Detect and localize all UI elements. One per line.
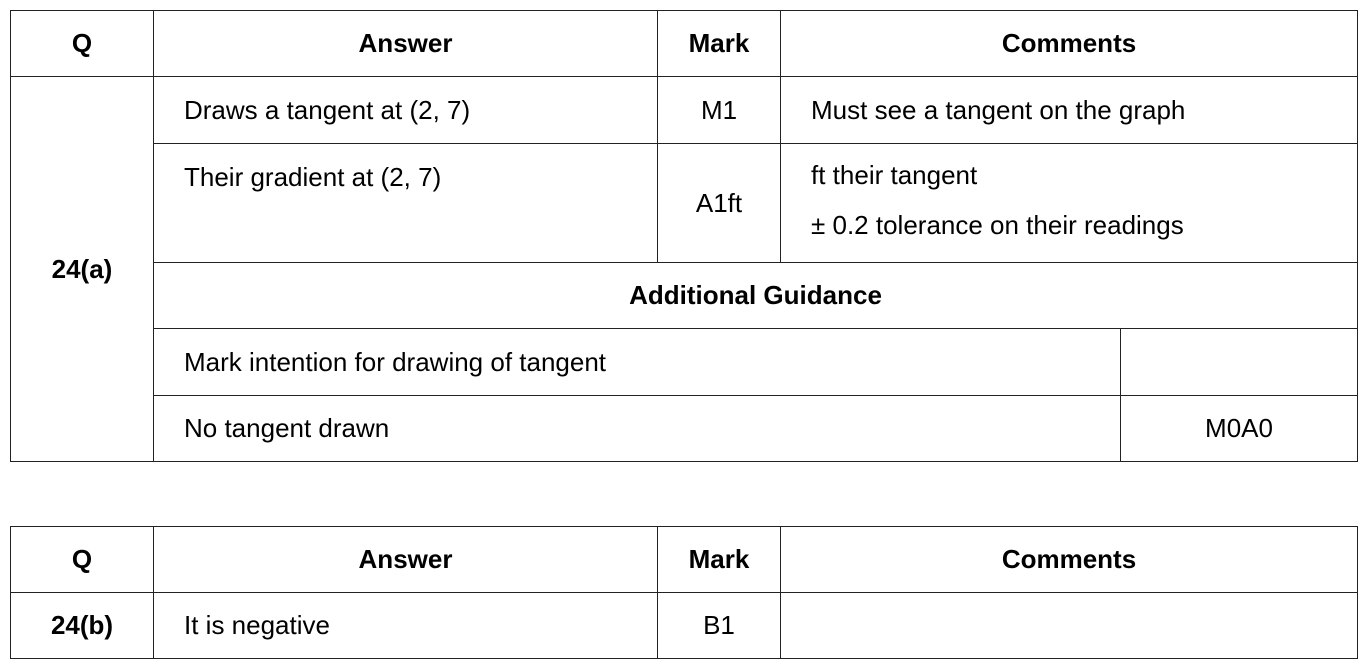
comments-cell	[781, 593, 1358, 659]
mark-scheme-table-24b	[10, 526, 1358, 659]
table-row	[11, 77, 1358, 144]
header-row	[11, 527, 1358, 593]
guidance-row	[11, 396, 1358, 462]
comment-line: ft their tangent	[811, 160, 978, 190]
header-mark: Mark	[658, 11, 781, 77]
guidance-mark: M0A0	[1121, 396, 1358, 462]
comment-line: ± 0.2 tolerance on their readings	[811, 210, 1184, 240]
mark-cell: M1	[658, 77, 781, 144]
header-mark: Mark	[658, 527, 781, 593]
header-comments: Comments	[781, 527, 1358, 593]
question-number: 24(a)	[11, 77, 154, 462]
answer-cell: Draws a tangent at (2, 7)	[154, 77, 658, 144]
header-q: Q	[11, 11, 154, 77]
header-comments: Comments	[781, 11, 1358, 77]
comments-cell	[781, 144, 1358, 263]
mark-cell: A1ft	[658, 144, 781, 263]
answer-cell: Their gradient at (2, 7)	[154, 144, 658, 263]
guidance-text: No tangent drawn	[154, 396, 1121, 462]
header-answer: Answer	[154, 11, 658, 77]
guidance-mark	[1121, 329, 1358, 396]
guidance-row	[11, 329, 1358, 396]
header-answer: Answer	[154, 527, 658, 593]
guidance-text: Mark intention for drawing of tangent	[154, 329, 1121, 396]
table-row	[11, 144, 1358, 263]
table-row	[11, 593, 1358, 659]
guidance-title-row	[11, 263, 1358, 329]
mark-scheme-table-24a	[10, 10, 1358, 462]
header-row	[11, 11, 1358, 77]
header-q: Q	[11, 527, 154, 593]
question-number: 24(b)	[11, 593, 154, 659]
comments-cell: Must see a tangent on the graph	[781, 77, 1358, 144]
answer-cell: It is negative	[154, 593, 658, 659]
mark-cell: B1	[658, 593, 781, 659]
additional-guidance-title: Additional Guidance	[154, 263, 1358, 329]
